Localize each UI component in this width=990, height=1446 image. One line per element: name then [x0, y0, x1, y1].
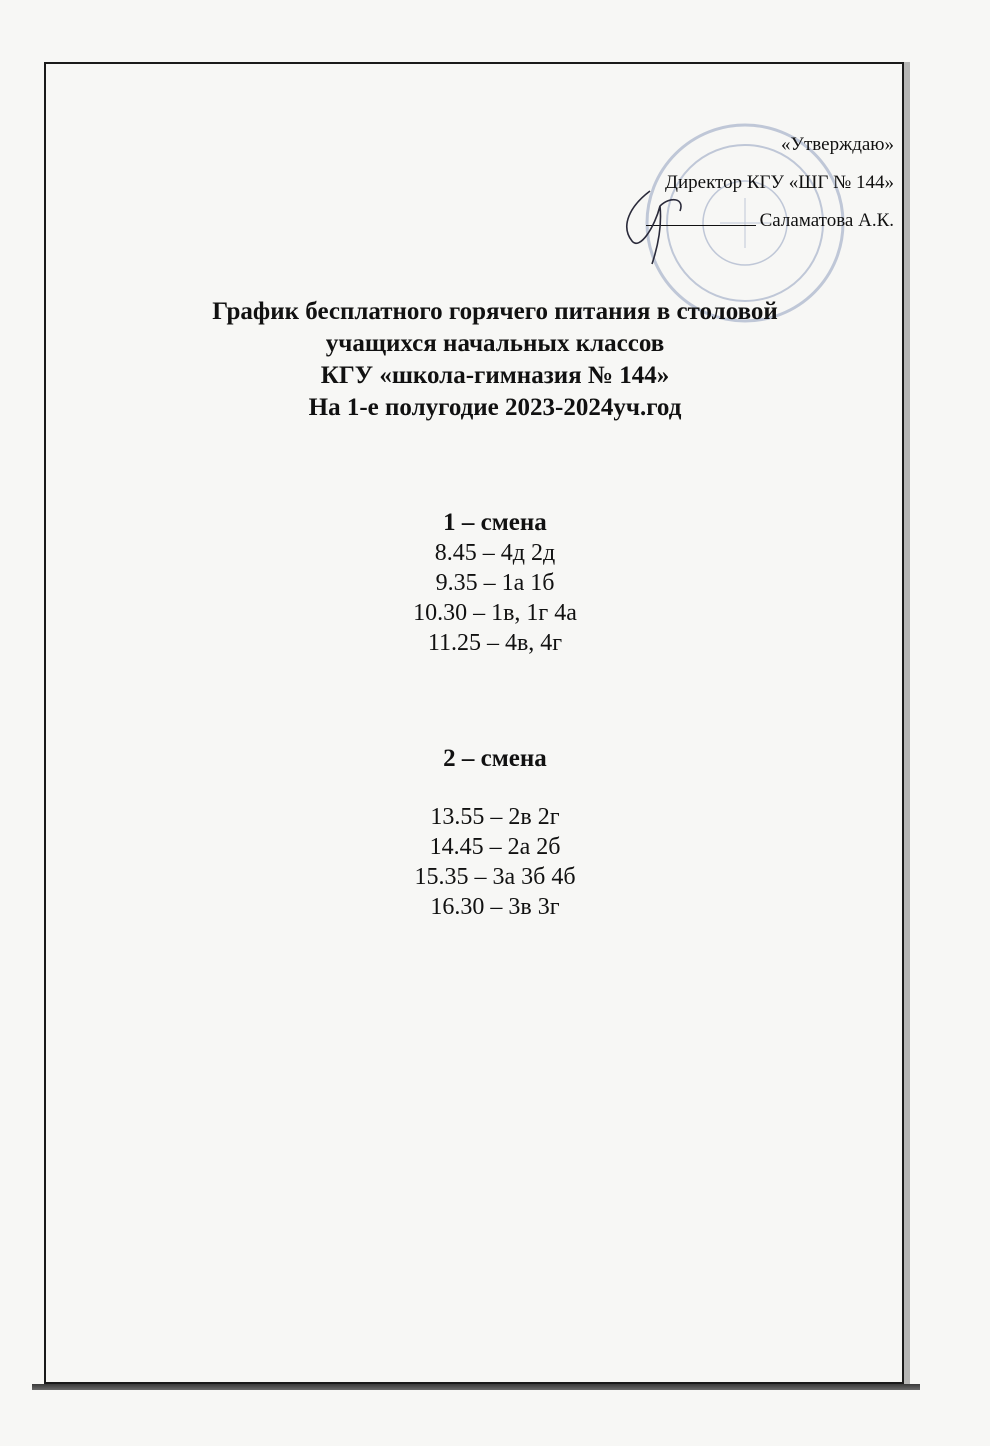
shift-1-slot: 9.35 – 1а 1б: [435, 570, 555, 596]
title-line-1: График бесплатного горячего питания в столовой: [212, 298, 778, 325]
director-line: Директор КГУ «ШГ № 144»: [665, 172, 894, 193]
shift-1-slot: 8.45 – 4д 2д: [434, 540, 556, 566]
shift-2-title: 2 – смена: [443, 745, 547, 772]
handwritten-signature: [610, 186, 700, 266]
title-line-3: КГУ «школа-гимназия № 144»: [320, 362, 670, 389]
title-line-4: На 1-е полугодие 2023-2024уч.год: [308, 394, 682, 421]
shift-1-section: [0, 508, 990, 658]
shift-1-title: 1 – смена: [443, 509, 547, 536]
page-edge-right: [904, 62, 910, 1390]
shift-1-slot: 11.25 – 4в, 4г: [427, 630, 563, 656]
shift-2-slot: 15.35 – 3а 3б 4б: [414, 864, 576, 890]
shift-2-section: [0, 744, 990, 922]
page-edge-bottom: [32, 1384, 920, 1390]
signatory-name: Саламатова А.К.: [759, 210, 894, 231]
document-title: [0, 296, 990, 424]
shift-2-slot: 14.45 – 2а 2б: [429, 834, 561, 860]
approve-label: «Утверждаю»: [781, 134, 894, 155]
shift-1-slot: 10.30 – 1в, 1г 4а: [413, 600, 577, 626]
title-line-2: учащихся начальных классов: [325, 330, 665, 357]
shift-2-slot: 13.55 – 2в 2г: [430, 804, 560, 830]
shift-2-slot: 16.30 – 3в 3г: [430, 894, 560, 920]
